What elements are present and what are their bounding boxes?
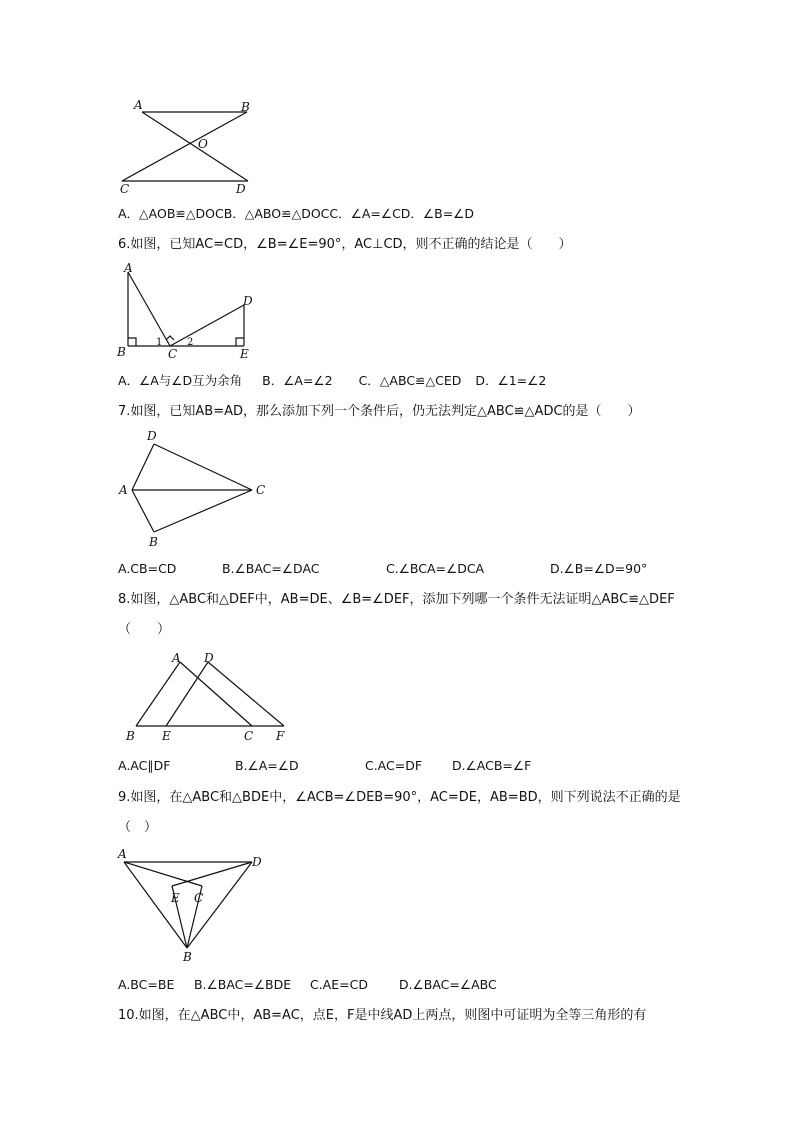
- label-A: A: [119, 483, 128, 497]
- q6-option-a: A．∠A与∠D互为余角: [118, 373, 243, 388]
- label-D: D: [236, 182, 246, 196]
- label-D: D: [147, 429, 157, 443]
- figure-q6: [112, 262, 262, 362]
- q6-option-c: C．△ABC≌△CED: [358, 373, 462, 388]
- figure-q7: [112, 428, 272, 552]
- figure-q5: [112, 96, 272, 196]
- label-B: B: [149, 535, 158, 549]
- figure-q9: [112, 844, 272, 968]
- label-O: O: [198, 137, 208, 151]
- label-C: C: [194, 891, 204, 905]
- q7-option-a: A.CB=CD: [118, 561, 177, 576]
- q7-option-b: B.∠BAC=∠DAC: [221, 561, 320, 576]
- label-F: F: [276, 729, 285, 743]
- q5-options: A．△AOB≌△DOCB．△ABO≌△DOCC．∠A=∠CD．∠B=∠D: [118, 206, 475, 221]
- q9-paren: （ ）: [118, 820, 158, 835]
- q7-options: [118, 561, 647, 577]
- label-E: E: [240, 347, 249, 361]
- figure-q8: [112, 648, 302, 748]
- q10-stem: 10.如图，在△ABC中，AB=AC，点E，F是中线AD上两点，则图中可证明为全等三角形的有: [118, 1008, 647, 1023]
- label-B: B: [117, 345, 126, 359]
- label-E: E: [162, 729, 171, 743]
- q7-option-c: C.∠BCA=∠DCA: [385, 561, 485, 576]
- angle-1: 1: [156, 337, 163, 348]
- q6-option-d: D．∠1=∠2: [475, 373, 547, 388]
- q8-option-a: A.AC∥DF: [118, 758, 171, 773]
- q7-stem: 7.如图，已知AB=AD，那么添加下列一个条件后，仍无法判定△ABC≌△ADC的是（ ）: [118, 404, 641, 419]
- label-C: C: [256, 483, 266, 497]
- label-B: B: [241, 100, 250, 114]
- q9-option-b: B.∠BAC=∠BDE: [193, 977, 292, 992]
- label-C: C: [244, 729, 254, 743]
- label-B: B: [183, 950, 192, 964]
- label-A: A: [134, 98, 143, 112]
- q8-option-c: C.AC=DF: [364, 758, 423, 773]
- label-B: B: [126, 729, 135, 743]
- label-C: C: [168, 347, 178, 361]
- q8-option-d: D.∠ACB=∠F: [451, 758, 532, 773]
- label-D: D: [204, 651, 214, 665]
- q8-options: [118, 758, 531, 774]
- label-C: C: [120, 182, 130, 196]
- q6-option-b: B．∠A=∠2: [262, 373, 333, 388]
- q9-options: [118, 977, 497, 993]
- label-A: A: [118, 847, 127, 861]
- label-D: D: [243, 294, 253, 308]
- q8-option-b: B.∠A=∠D: [234, 758, 299, 773]
- q7-option-d: D.∠B=∠D=90°: [549, 561, 648, 576]
- q9-stem: 9.如图，在△ABC和△BDE中，∠ACB=∠DEB=90°，AC=DE，AB=BD，则下列说法不正确的是: [118, 790, 681, 805]
- label-D: D: [252, 855, 262, 869]
- q9-option-a: A.BC=BE: [118, 977, 175, 992]
- q6-stem: 6.如图，已知AC=CD，∠B=∠E=90°，AC⊥CD，则不正确的结论是（ ）: [118, 237, 572, 252]
- angle-2: 2: [187, 337, 194, 348]
- label-A: A: [172, 651, 181, 665]
- q8-paren: （ ）: [118, 622, 171, 637]
- q6-options: [118, 373, 546, 389]
- label-A: A: [124, 261, 133, 275]
- q8-stem: 8.如图，△ABC和△DEF中，AB=DE、∠B=∠DEF，添加下列哪一个条件无法证明△ABC≌△DEF: [118, 592, 675, 607]
- q9-option-d: D.∠BAC=∠ABC: [398, 977, 497, 992]
- label-E: E: [171, 891, 180, 905]
- q9-option-c: C.AE=CD: [309, 977, 368, 992]
